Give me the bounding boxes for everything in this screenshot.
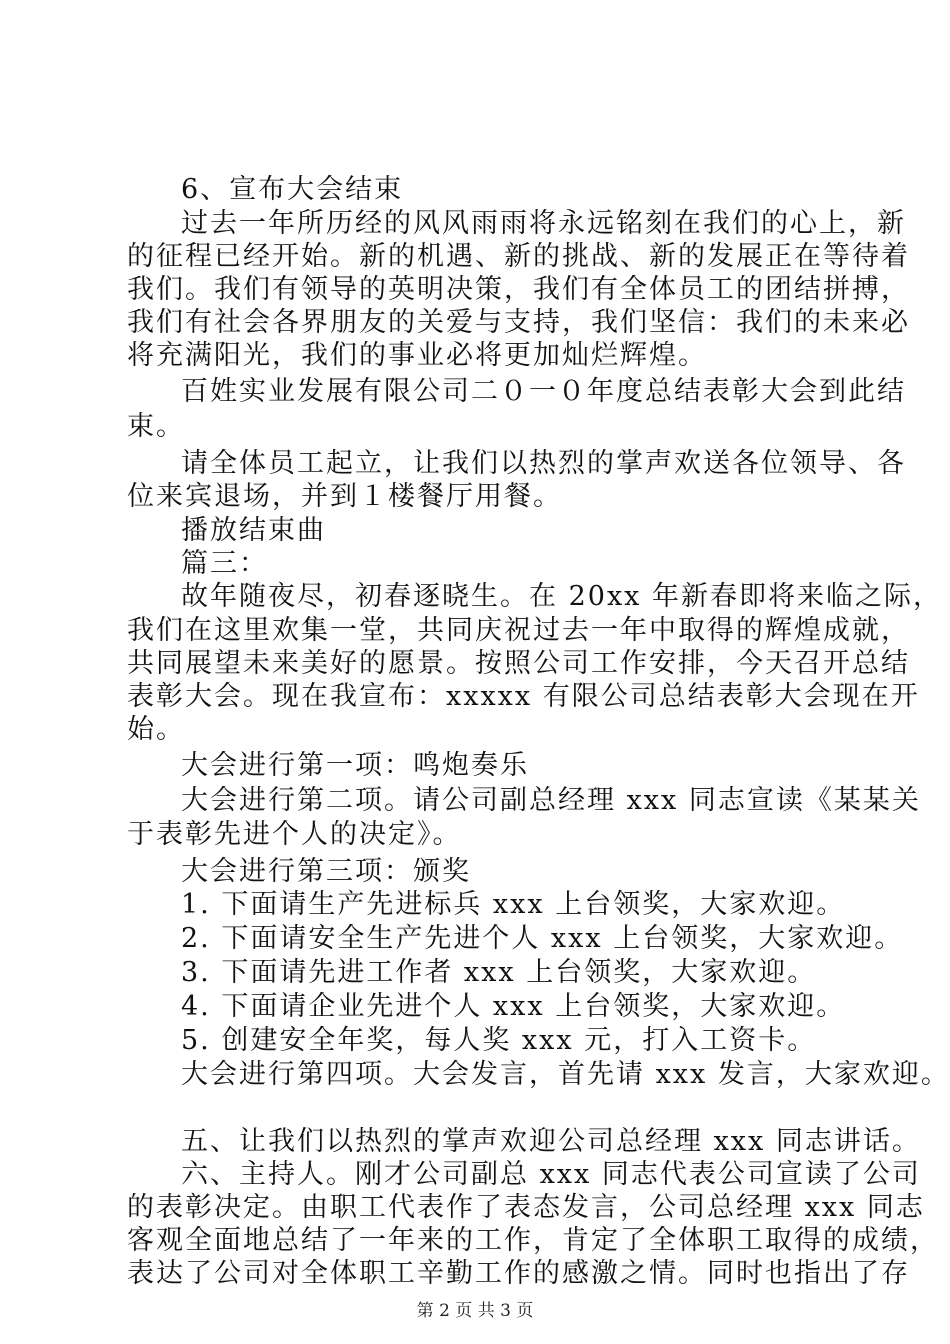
list-item: 5. 创建安全年奖，每人奖 xxx 元，打入工资卡。 xyxy=(181,1025,817,1056)
text-line: 的表彰决定。由职工代表作了表态发言，公司总经理 xxx 同志 xyxy=(127,1192,925,1223)
text-line: 篇三： xyxy=(181,548,268,579)
text-line: 六、主持人。刚才公司副总 xxx 同志代表公司宣读了公司 xyxy=(181,1159,921,1190)
list-item: 4. 下面请企业先进个人 xxx 上台领奖，大家欢迎。 xyxy=(181,991,846,1022)
text-line: 位来宾退场，并到１楼餐厅用餐。 xyxy=(127,481,562,512)
list-item: 2. 下面请安全生产先进个人 xxx 上台领奖，大家欢迎。 xyxy=(181,923,904,954)
text-line: 客观全面地总结了一年来的工作，肯定了全体职工取得的成绩， xyxy=(127,1225,939,1256)
text-line: 共同展望未来美好的愿景。按照公司工作安排，今天召开总结 xyxy=(127,648,910,679)
text-line: 大会进行第三项：颁奖 xyxy=(181,856,471,887)
text-line: 的征程已经开始。新的机遇、新的挑战、新的发展正在等待着 xyxy=(127,241,910,272)
text-line: 我们有社会各界朋友的关爱与支持，我们坚信：我们的未来必 xyxy=(127,307,910,338)
text-line: 束。 xyxy=(127,411,185,442)
text-line: 故年随夜尽，初春逐晓生。在 20xx 年新春即将来临之际， xyxy=(181,581,942,612)
text-line: 表达了公司对全体职工辛勤工作的感激之情。同时也指出了存 xyxy=(127,1258,910,1289)
text-line: 于表彰先进个人的决定》。 xyxy=(127,819,462,850)
text-line: 大会进行第一项：鸣炮奏乐 xyxy=(181,750,529,781)
text-line: 五、让我们以热烈的掌声欢迎公司总经理 xxx 同志讲话。 xyxy=(181,1126,921,1157)
text-line: 过去一年所历经的风风雨雨将永远铭刻在我们的心上，新 xyxy=(181,208,906,239)
text-line: 百姓实业发展有限公司二０一０年度总结表彰大会到此结 xyxy=(181,376,906,407)
text-line: 始。 xyxy=(127,714,185,745)
text-line: 表彰大会。现在我宣布：xxxxx 有限公司总结表彰大会现在开 xyxy=(127,681,920,712)
text-line: 6、宣布大会结束 xyxy=(181,174,404,205)
text-line: 播放结束曲 xyxy=(181,515,326,546)
text-line: 大会进行第二项。请公司副总经理 xxx 同志宣读《某某关 xyxy=(181,785,921,816)
list-item: 1. 下面请生产先进标兵 xxx 上台领奖，大家欢迎。 xyxy=(181,889,846,920)
page-number: 第 2 页 共 3 页 xyxy=(416,1301,534,1321)
text-line: 请全体员工起立，让我们以热烈的掌声欢送各位领导、各 xyxy=(181,448,906,479)
text-line: 我们在这里欢集一堂，共同庆祝过去一年中取得的辉煌成就， xyxy=(127,615,910,646)
list-item: 3. 下面请先进工作者 xxx 上台领奖，大家欢迎。 xyxy=(181,957,817,988)
text-line: 大会进行第四项。大会发言，首先请 xxx 发言，大家欢迎。 xyxy=(181,1059,950,1090)
text-line: 将充满阳光，我们的事业必将更加灿烂辉煌。 xyxy=(127,340,707,371)
text-line: 我们。我们有领导的英明决策，我们有全体员工的团结拼搏， xyxy=(127,274,910,305)
